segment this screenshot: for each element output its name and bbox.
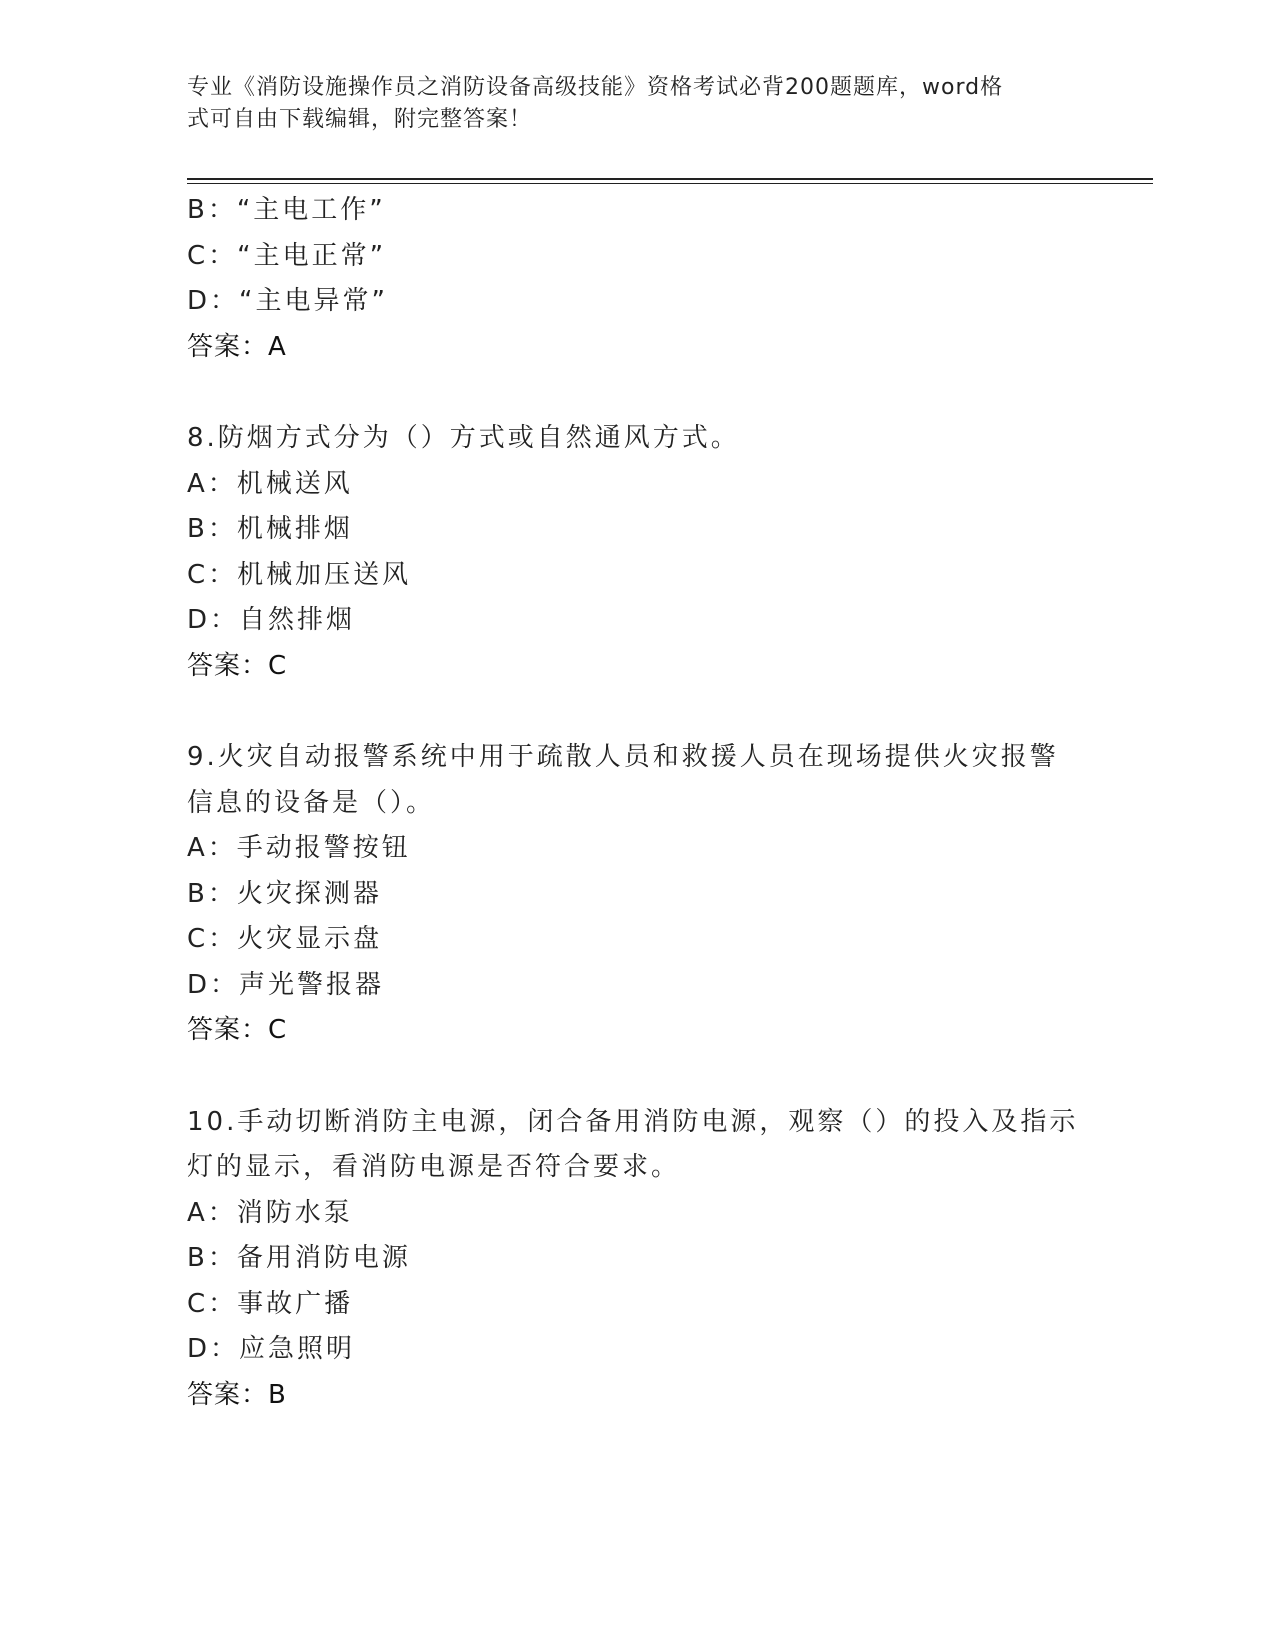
option-d: D：声光警报器 xyxy=(187,969,385,1000)
question-stem-line: 9.火灾自动报警系统中用于疏散人员和救援人员在现场提供火灾报警 xyxy=(187,742,1059,772)
question-block-8 xyxy=(187,416,1087,689)
option-a: A：消防水泵 xyxy=(187,1197,353,1228)
header-divider-thin xyxy=(187,183,1153,184)
option-c: C：机械加压送风 xyxy=(187,559,412,590)
option-c: C：火灾显示盘 xyxy=(187,924,383,954)
question-block-9 xyxy=(187,735,1087,1054)
question-block-10 xyxy=(187,1100,1087,1419)
question-list xyxy=(187,188,1087,1418)
option-a: A：手动报警按钮 xyxy=(187,833,411,863)
question-stem xyxy=(187,416,1067,462)
option-b: B：“主电工作” xyxy=(187,195,386,225)
header-divider xyxy=(187,178,1153,180)
question-stem-line: 8.防烟方式分为（）方式或自然通风方式。 xyxy=(187,423,740,453)
option-d: D：应急照明 xyxy=(187,1334,356,1364)
header-line-2: 式可自由下载编辑，附完整答案！ xyxy=(187,107,533,132)
question-stem-line: 信息的设备是（）。 xyxy=(187,787,436,818)
document-header xyxy=(187,72,1067,136)
option-c: C：“主电正常” xyxy=(187,240,387,271)
question-stem-line: 灯的显示，看消防电源是否符合要求。 xyxy=(187,1152,681,1182)
option-b: B：备用消防电源 xyxy=(187,1243,411,1273)
option-a: A：机械送风 xyxy=(187,468,353,499)
option-b: B：机械排烟 xyxy=(187,514,353,544)
question-stem xyxy=(187,735,1067,826)
question-block-7 xyxy=(187,188,1087,370)
answer-label: 答案：B xyxy=(187,1379,287,1410)
question-stem xyxy=(187,1100,1079,1191)
option-c: C：事故广播 xyxy=(187,1288,354,1319)
option-b: B：火灾探测器 xyxy=(187,878,382,909)
answer-label: 答案：C xyxy=(187,650,288,681)
question-stem-line: 10.手动切断消防主电源，闭合备用消防电源，观察（）的投入及指示 xyxy=(187,1106,1079,1137)
answer-label: 答案：A xyxy=(187,331,287,362)
header-line-1: 专业《消防设施操作员之消防设备高级技能》资格考试必背200题题库，word格 xyxy=(187,75,1004,100)
option-d: D：“主电异常” xyxy=(187,286,388,316)
answer-label: 答案：C xyxy=(187,1015,288,1045)
option-d: D：自然排烟 xyxy=(187,605,356,635)
